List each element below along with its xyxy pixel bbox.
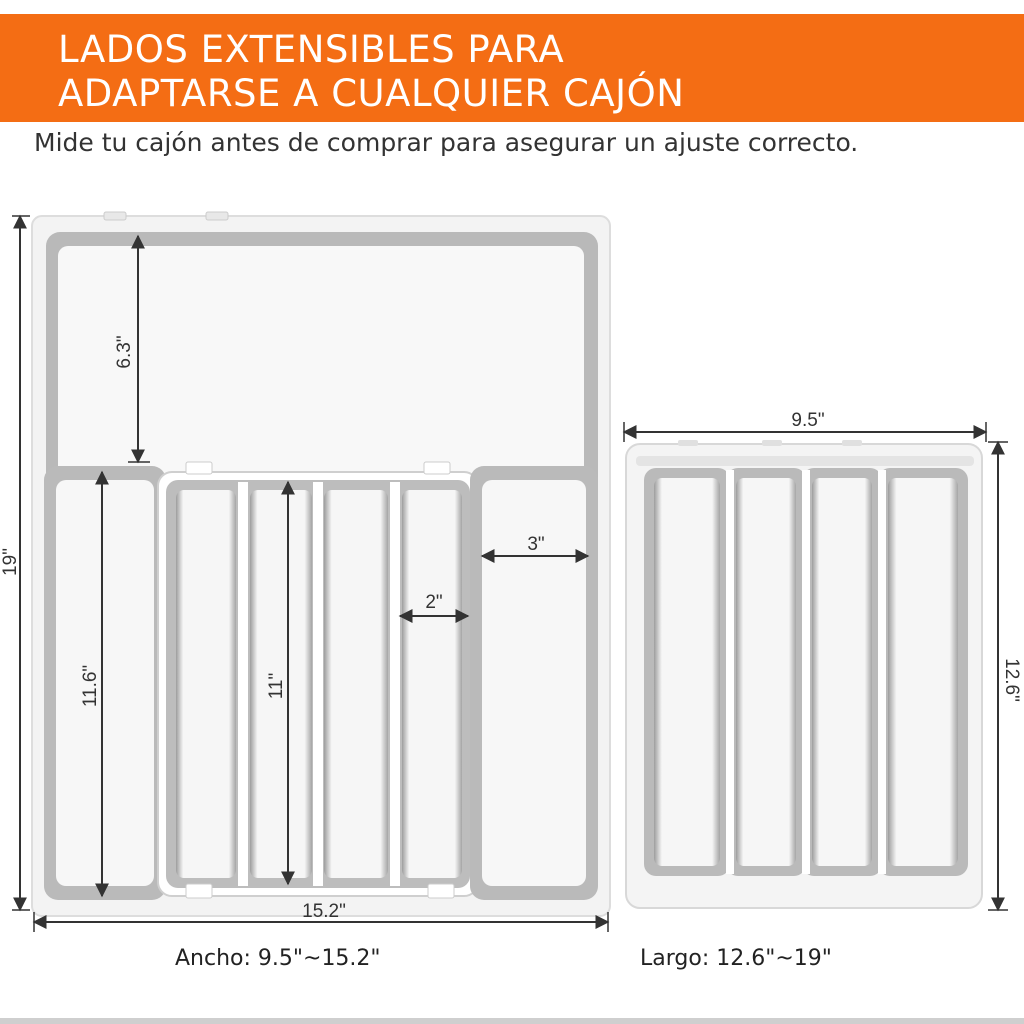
divider [313, 482, 323, 886]
dim-side-slot-width: 3" [527, 534, 545, 555]
top-compartment [58, 246, 584, 482]
divider [390, 482, 400, 886]
small-compartment [654, 478, 720, 866]
dim-inner-tray: 11" [266, 672, 287, 700]
title-line-1: LADOS EXTENSIBLES PARA [58, 28, 565, 71]
large-organizer [32, 212, 610, 916]
inner-slot [402, 490, 462, 878]
divider [726, 470, 734, 874]
divider [878, 470, 886, 874]
subtitle: Mide tu cajón antes de comprar para asegurar un ajuste correcto. [34, 128, 859, 157]
small-organizer [626, 440, 982, 908]
small-compartment [736, 478, 796, 866]
dim-total-width: 15.2" [302, 901, 346, 922]
dim-total-length: 19" [0, 548, 21, 576]
length-range-caption: Largo: 12.6"~19" [640, 946, 832, 971]
width-range-caption: Ancho: 9.5"~15.2" [175, 946, 381, 971]
dim-small-length: 12.6" [1001, 658, 1022, 702]
bottom-divider [0, 1018, 1024, 1024]
dim-slot-width: 2" [425, 592, 443, 613]
small-compartment [888, 478, 958, 866]
divider [238, 482, 248, 886]
inner-slot [324, 490, 388, 878]
small-compartment [812, 478, 872, 866]
title-line-2: ADAPTARSE A CUALQUIER CAJÓN [58, 72, 685, 115]
dim-small-width: 9.5" [791, 410, 825, 431]
dim-top-compartment: 6.3" [114, 335, 135, 369]
left-compartment [56, 480, 154, 886]
divider [802, 470, 810, 874]
inner-slot [176, 490, 236, 878]
dim-side-compartment: 11.6" [80, 664, 101, 708]
